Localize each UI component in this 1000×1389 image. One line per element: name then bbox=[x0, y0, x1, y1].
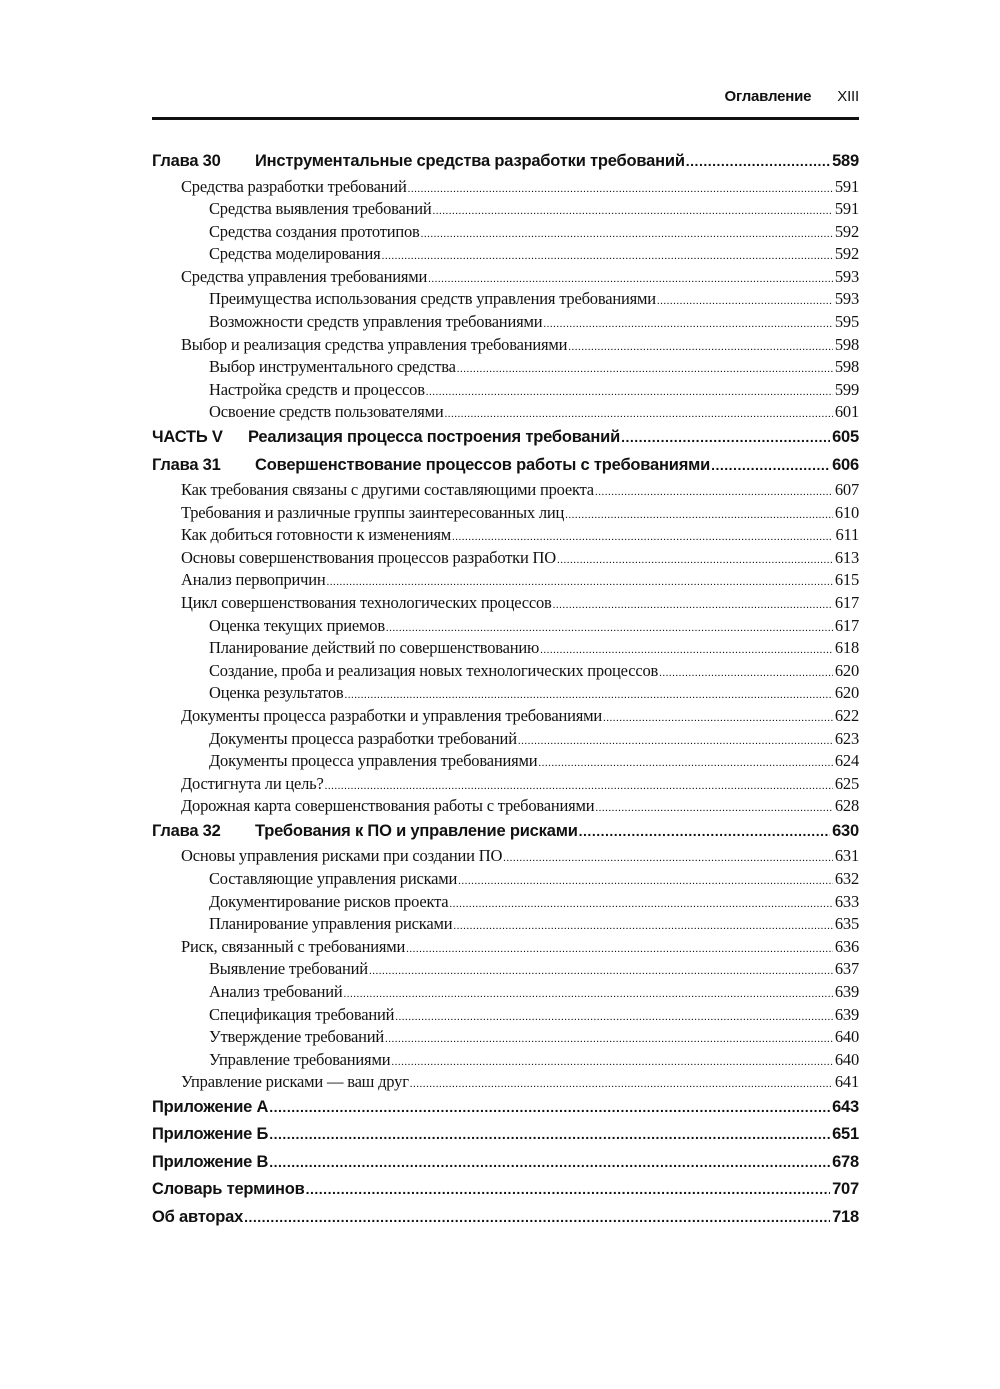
dot-leader bbox=[325, 773, 833, 796]
toc-backmatter-entry[interactable] bbox=[152, 1149, 859, 1177]
toc-subsection-entry[interactable] bbox=[152, 221, 859, 244]
toc-backmatter-entry[interactable] bbox=[152, 1121, 859, 1149]
toc-page-number: 639 bbox=[834, 982, 859, 1001]
toc-entry-title bbox=[209, 1026, 384, 1049]
dot-leader bbox=[406, 936, 833, 959]
toc-entry-text: Управление требованиями bbox=[209, 1049, 391, 1069]
toc-entry-title bbox=[152, 148, 685, 176]
toc-entry-title bbox=[209, 682, 343, 705]
dot-leader bbox=[369, 958, 833, 981]
toc-page-number: 640 bbox=[834, 1049, 859, 1069]
dot-leader bbox=[711, 452, 830, 480]
toc-section-entry[interactable] bbox=[152, 936, 859, 959]
toc-entry-text: Основы совершенствования процессов разработки ПО bbox=[181, 547, 556, 567]
toc-entry-text: Основы управления рисками при создании ПО bbox=[181, 846, 503, 866]
toc-page-number: 633 bbox=[834, 891, 859, 911]
dot-leader bbox=[621, 424, 830, 452]
toc-entry-text: Управление рисками — ваш друг bbox=[181, 1072, 409, 1092]
toc-section-entry[interactable] bbox=[152, 1071, 859, 1094]
toc-entry-text: Приложение Б bbox=[152, 1125, 269, 1144]
toc-entry-text: Выбор и реализация средства управления требованиями bbox=[181, 334, 568, 354]
toc-entry-text: Средства моделирования bbox=[209, 244, 381, 264]
dot-leader bbox=[408, 176, 833, 199]
toc-subsection-entry[interactable] bbox=[152, 682, 859, 705]
dot-leader bbox=[595, 795, 832, 818]
toc-page-number: 678 bbox=[832, 1152, 859, 1171]
toc-entry-text: Оценка текущих приемов bbox=[209, 615, 385, 635]
toc-page-number: 605 bbox=[832, 428, 859, 447]
toc-entry-title bbox=[209, 750, 537, 773]
toc-subsection-entry[interactable] bbox=[152, 401, 859, 424]
toc-section-entry[interactable] bbox=[152, 479, 859, 502]
toc-entry-label: ЧАСТЬ V bbox=[152, 428, 223, 447]
toc-subsection-entry[interactable] bbox=[152, 728, 859, 751]
toc-page-number: 593 bbox=[834, 289, 859, 309]
toc-entry-title bbox=[152, 1204, 243, 1232]
dot-leader bbox=[540, 637, 833, 660]
toc-page-number: 591 bbox=[834, 176, 859, 196]
toc-subsection-entry[interactable] bbox=[152, 288, 859, 311]
toc-entry-text: Планирование управления рисками bbox=[209, 914, 453, 934]
toc-page-number: 623 bbox=[834, 728, 859, 748]
toc-subsection-entry[interactable] bbox=[152, 637, 859, 660]
toc-chapter-entry[interactable] bbox=[152, 818, 859, 846]
toc-entry-text: Дорожная карта совершенствования работы с требованиями bbox=[181, 796, 595, 816]
toc-entry-label: Глава 32 bbox=[152, 821, 221, 840]
toc-entry-title bbox=[181, 592, 552, 615]
dot-leader bbox=[269, 1094, 830, 1122]
toc-entry-title bbox=[152, 1176, 305, 1204]
toc-entry-title bbox=[209, 288, 656, 311]
toc-entry-text: Как требования связаны с другими составляющими проекта bbox=[181, 480, 594, 500]
toc-entry-title bbox=[209, 198, 432, 221]
toc-entry-text: Цикл совершенствования технологических процессов bbox=[181, 593, 552, 612]
toc-entry-title bbox=[209, 356, 456, 379]
toc-entry-text: Возможности средств управления требованиями bbox=[209, 312, 543, 332]
dot-leader bbox=[452, 524, 833, 547]
toc-page-number: 606 bbox=[832, 455, 859, 474]
toc-page-number: 613 bbox=[834, 547, 859, 567]
toc-entry-title bbox=[152, 424, 620, 452]
toc-entry-title bbox=[152, 818, 578, 846]
dot-leader bbox=[557, 547, 833, 570]
toc-entry-text: Утверждение требований bbox=[209, 1027, 385, 1047]
running-head bbox=[725, 88, 859, 112]
toc-page-number: 643 bbox=[832, 1097, 859, 1116]
toc-entry-text: Выявление требований bbox=[209, 959, 368, 979]
toc-entry-title bbox=[181, 705, 602, 728]
toc-entry-text: Средства разработки требований bbox=[181, 176, 407, 196]
toc-entry-text: Средства управления требованиями bbox=[181, 266, 428, 286]
dot-leader bbox=[428, 266, 833, 289]
dot-leader bbox=[410, 1071, 833, 1094]
dot-leader bbox=[433, 198, 833, 221]
toc-subsection-entry[interactable] bbox=[152, 615, 859, 638]
toc-subsection-entry[interactable] bbox=[152, 356, 859, 379]
toc-entry-text: Приложение А bbox=[152, 1097, 269, 1116]
dot-leader bbox=[385, 1026, 833, 1049]
toc-entry-text: Анализ первопричин bbox=[181, 570, 326, 590]
toc-part-entry[interactable] bbox=[152, 424, 859, 452]
toc-page-number: 617 bbox=[834, 615, 859, 635]
dot-leader bbox=[518, 728, 833, 751]
toc-entry-text: Планирование действий по совершенствованию bbox=[209, 638, 540, 658]
toc-page-number: 615 bbox=[834, 570, 859, 590]
toc-page-number: 599 bbox=[834, 379, 859, 399]
toc-entry-title bbox=[209, 221, 420, 244]
toc-entry-text: Как добиться готовности к изменениям bbox=[181, 525, 451, 545]
dot-leader bbox=[543, 311, 833, 334]
header-rule bbox=[152, 117, 859, 120]
toc-page-number: 598 bbox=[834, 357, 859, 377]
toc-entry-text: Документирование рисков проекта bbox=[209, 891, 449, 911]
toc-entry-text: Инструментальные средства разработки требований bbox=[255, 152, 685, 170]
toc-page-number: 617 bbox=[834, 593, 859, 612]
dot-leader bbox=[445, 401, 833, 424]
toc-page-number: 620 bbox=[834, 660, 859, 680]
toc-entry-text: Совершенствование процессов работы с требованиями bbox=[255, 455, 711, 474]
toc-backmatter-entry[interactable] bbox=[152, 1176, 859, 1204]
toc-entry-title bbox=[209, 868, 457, 891]
toc-page-number: 641 bbox=[834, 1072, 859, 1092]
toc-entry-title bbox=[181, 845, 502, 868]
dot-leader bbox=[553, 592, 833, 615]
toc-section-entry[interactable] bbox=[152, 524, 859, 547]
toc-entry-text: Об авторах bbox=[152, 1207, 244, 1226]
running-head-title: Оглавление bbox=[724, 88, 812, 105]
toc-entry-text: Документы процесса разработки и управления требованиями bbox=[181, 705, 602, 725]
dot-leader bbox=[458, 868, 833, 891]
toc-page-number: 592 bbox=[834, 244, 859, 264]
toc-subsection-entry[interactable] bbox=[152, 660, 859, 683]
dot-leader bbox=[426, 379, 833, 402]
toc-page-number: 628 bbox=[834, 796, 859, 816]
toc-entry-title bbox=[181, 773, 324, 796]
toc-entry-text: Средства выявления требований bbox=[209, 199, 432, 219]
toc-entry-text: Оценка результатов bbox=[209, 683, 344, 703]
toc-entry-title bbox=[181, 334, 567, 357]
toc-entry-title bbox=[181, 266, 427, 289]
toc-entry-title bbox=[209, 891, 448, 914]
toc-chapter-entry[interactable] bbox=[152, 148, 859, 176]
dot-leader bbox=[269, 1121, 830, 1149]
toc-entry-title bbox=[152, 1094, 268, 1122]
toc-entry-text: Настройка средств и процессов bbox=[209, 379, 425, 399]
dot-leader bbox=[686, 148, 830, 176]
dot-leader bbox=[538, 750, 833, 773]
dot-leader bbox=[595, 479, 833, 502]
dot-leader bbox=[603, 705, 833, 728]
toc-entry-text: Составляющие управления рисками bbox=[209, 869, 458, 889]
toc-section-entry[interactable] bbox=[152, 773, 859, 796]
toc-subsection-entry[interactable] bbox=[152, 868, 859, 891]
toc-entry-title bbox=[181, 1071, 409, 1094]
toc-subsection-entry[interactable] bbox=[152, 981, 859, 1004]
toc-page-number: 607 bbox=[834, 480, 859, 500]
toc-subsection-entry[interactable] bbox=[152, 379, 859, 402]
toc-section-entry[interactable] bbox=[152, 266, 859, 289]
dot-leader bbox=[659, 660, 833, 683]
dot-leader bbox=[457, 356, 833, 379]
toc-entry-title bbox=[181, 795, 594, 818]
toc-entry-text: Реализация процесса построения требований bbox=[248, 428, 621, 447]
toc-entry-text: Преимущества использования средств управления требованиями bbox=[209, 289, 656, 309]
toc-entry-title bbox=[209, 401, 444, 424]
toc-entry-title bbox=[181, 502, 564, 525]
toc-subsection-entry[interactable] bbox=[152, 891, 859, 914]
toc-page-number: 639 bbox=[834, 1004, 859, 1024]
toc-page-number: 595 bbox=[834, 312, 859, 332]
toc-entry-text: Средства создания прототипов bbox=[209, 221, 420, 241]
toc-page-number: 598 bbox=[834, 334, 859, 354]
toc-entry-title bbox=[209, 1049, 390, 1072]
toc-entry-title bbox=[209, 958, 368, 981]
toc-section-entry[interactable] bbox=[152, 845, 859, 868]
toc-page-number: 591 bbox=[834, 199, 859, 219]
toc-page-number: 611 bbox=[835, 525, 859, 545]
toc-page-number: 630 bbox=[832, 821, 859, 840]
toc-entry-title bbox=[181, 176, 407, 199]
table-of-contents bbox=[152, 148, 859, 1231]
toc-entry-label: Глава 31 bbox=[152, 455, 221, 474]
toc-entry-text: Требования к ПО и управление рисками bbox=[255, 821, 578, 840]
toc-page-number: 622 bbox=[834, 705, 859, 725]
toc-page-number: 620 bbox=[834, 683, 859, 703]
dot-leader bbox=[386, 615, 833, 638]
toc-page-number: 592 bbox=[834, 221, 859, 241]
dot-leader bbox=[421, 221, 833, 244]
toc-entry-text: Требования и различные группы заинтересованных лиц bbox=[181, 502, 565, 522]
toc-entry-title bbox=[181, 547, 556, 570]
toc-entry-title bbox=[152, 1121, 268, 1149]
dot-leader bbox=[503, 845, 833, 868]
toc-entry-title bbox=[152, 452, 710, 480]
toc-page-number: 636 bbox=[834, 936, 859, 956]
toc-page-number: 625 bbox=[834, 773, 859, 793]
toc-subsection-entry[interactable] bbox=[152, 243, 859, 266]
toc-section-entry[interactable] bbox=[152, 176, 859, 199]
toc-entry-title bbox=[209, 913, 452, 936]
toc-section-entry[interactable] bbox=[152, 705, 859, 728]
toc-subsection-entry[interactable] bbox=[152, 958, 859, 981]
toc-section-entry[interactable] bbox=[152, 502, 859, 525]
toc-entry-title bbox=[209, 1004, 394, 1027]
dot-leader bbox=[391, 1049, 833, 1072]
toc-entry-title bbox=[152, 1149, 268, 1177]
toc-section-entry[interactable] bbox=[152, 334, 859, 357]
toc-entry-title bbox=[181, 479, 594, 502]
toc-entry-title bbox=[209, 637, 539, 660]
toc-page-number: 707 bbox=[832, 1180, 859, 1199]
toc-entry-text: Документы процесса управления требованиями bbox=[209, 751, 538, 771]
toc-page-number: 618 bbox=[834, 638, 859, 658]
dot-leader bbox=[657, 288, 833, 311]
toc-subsection-entry[interactable] bbox=[152, 1004, 859, 1027]
toc-entry-text: Достигнута ли цель? bbox=[181, 773, 324, 793]
toc-page-number: 632 bbox=[834, 869, 859, 889]
toc-section-entry[interactable] bbox=[152, 795, 859, 818]
toc-entry-title bbox=[181, 936, 405, 959]
toc-page-number: 624 bbox=[834, 751, 859, 771]
toc-entry-label: Глава 30 bbox=[152, 152, 221, 170]
toc-page-number: 718 bbox=[832, 1207, 859, 1226]
toc-page-number: 631 bbox=[834, 846, 859, 866]
toc-entry-text: Приложение В bbox=[152, 1152, 269, 1171]
dot-leader bbox=[449, 891, 832, 914]
dot-leader bbox=[382, 243, 833, 266]
toc-entry-title bbox=[209, 243, 381, 266]
toc-page-number: 589 bbox=[832, 152, 859, 170]
toc-section-entry[interactable] bbox=[152, 547, 859, 570]
dot-leader bbox=[568, 334, 833, 357]
toc-page-number: 593 bbox=[834, 266, 859, 286]
toc-page-number: 610 bbox=[834, 502, 859, 522]
toc-subsection-entry[interactable] bbox=[152, 198, 859, 221]
toc-entry-title bbox=[209, 615, 385, 638]
toc-entry-text: Выбор инструментального средства bbox=[209, 357, 456, 377]
dot-leader bbox=[327, 569, 833, 592]
toc-page-number: 637 bbox=[834, 959, 859, 979]
toc-entry-title bbox=[209, 379, 425, 402]
dot-leader bbox=[579, 818, 830, 846]
toc-entry-text: Документы процесса разработки требований bbox=[209, 728, 517, 748]
toc-page-number: 601 bbox=[834, 402, 859, 422]
toc-backmatter-entry[interactable] bbox=[152, 1204, 859, 1232]
dot-leader bbox=[565, 502, 833, 525]
toc-entry-text: Анализ требований bbox=[209, 982, 343, 1001]
toc-subsection-entry[interactable] bbox=[152, 1026, 859, 1049]
toc-entry-text: Риск, связанный с требованиями bbox=[181, 936, 406, 956]
toc-entry-title bbox=[209, 728, 517, 751]
toc-section-entry[interactable] bbox=[152, 569, 859, 592]
page-folio: XIII bbox=[837, 88, 859, 105]
toc-entry-title bbox=[181, 569, 326, 592]
toc-entry-text: Создание, проба и реализация новых технологических процессов bbox=[209, 660, 659, 680]
toc-chapter-entry[interactable] bbox=[152, 452, 859, 480]
toc-entry-title bbox=[209, 981, 343, 1004]
toc-entry-title bbox=[181, 524, 451, 547]
dot-leader bbox=[244, 1204, 830, 1232]
dot-leader bbox=[395, 1004, 833, 1027]
dot-leader bbox=[453, 913, 832, 936]
toc-page-number: 651 bbox=[832, 1125, 859, 1144]
toc-subsection-entry[interactable] bbox=[152, 913, 859, 936]
toc-subsection-entry[interactable] bbox=[152, 311, 859, 334]
dot-leader bbox=[306, 1176, 830, 1204]
toc-backmatter-entry[interactable] bbox=[152, 1094, 859, 1122]
dot-leader bbox=[344, 981, 833, 1004]
dot-leader bbox=[344, 682, 832, 705]
toc-entry-title bbox=[209, 311, 542, 334]
dot-leader bbox=[269, 1149, 830, 1177]
toc-page-number: 635 bbox=[834, 914, 859, 934]
toc-subsection-entry[interactable] bbox=[152, 750, 859, 773]
toc-entry-title bbox=[209, 660, 658, 683]
toc-section-entry[interactable] bbox=[152, 592, 859, 615]
toc-entry-text: Спецификация требований bbox=[209, 1004, 395, 1024]
toc-entry-text: Словарь терминов bbox=[152, 1180, 305, 1199]
toc-subsection-entry[interactable] bbox=[152, 1049, 859, 1072]
toc-entry-text: Освоение средств пользователями bbox=[209, 402, 444, 422]
toc-page-number: 640 bbox=[834, 1027, 859, 1047]
